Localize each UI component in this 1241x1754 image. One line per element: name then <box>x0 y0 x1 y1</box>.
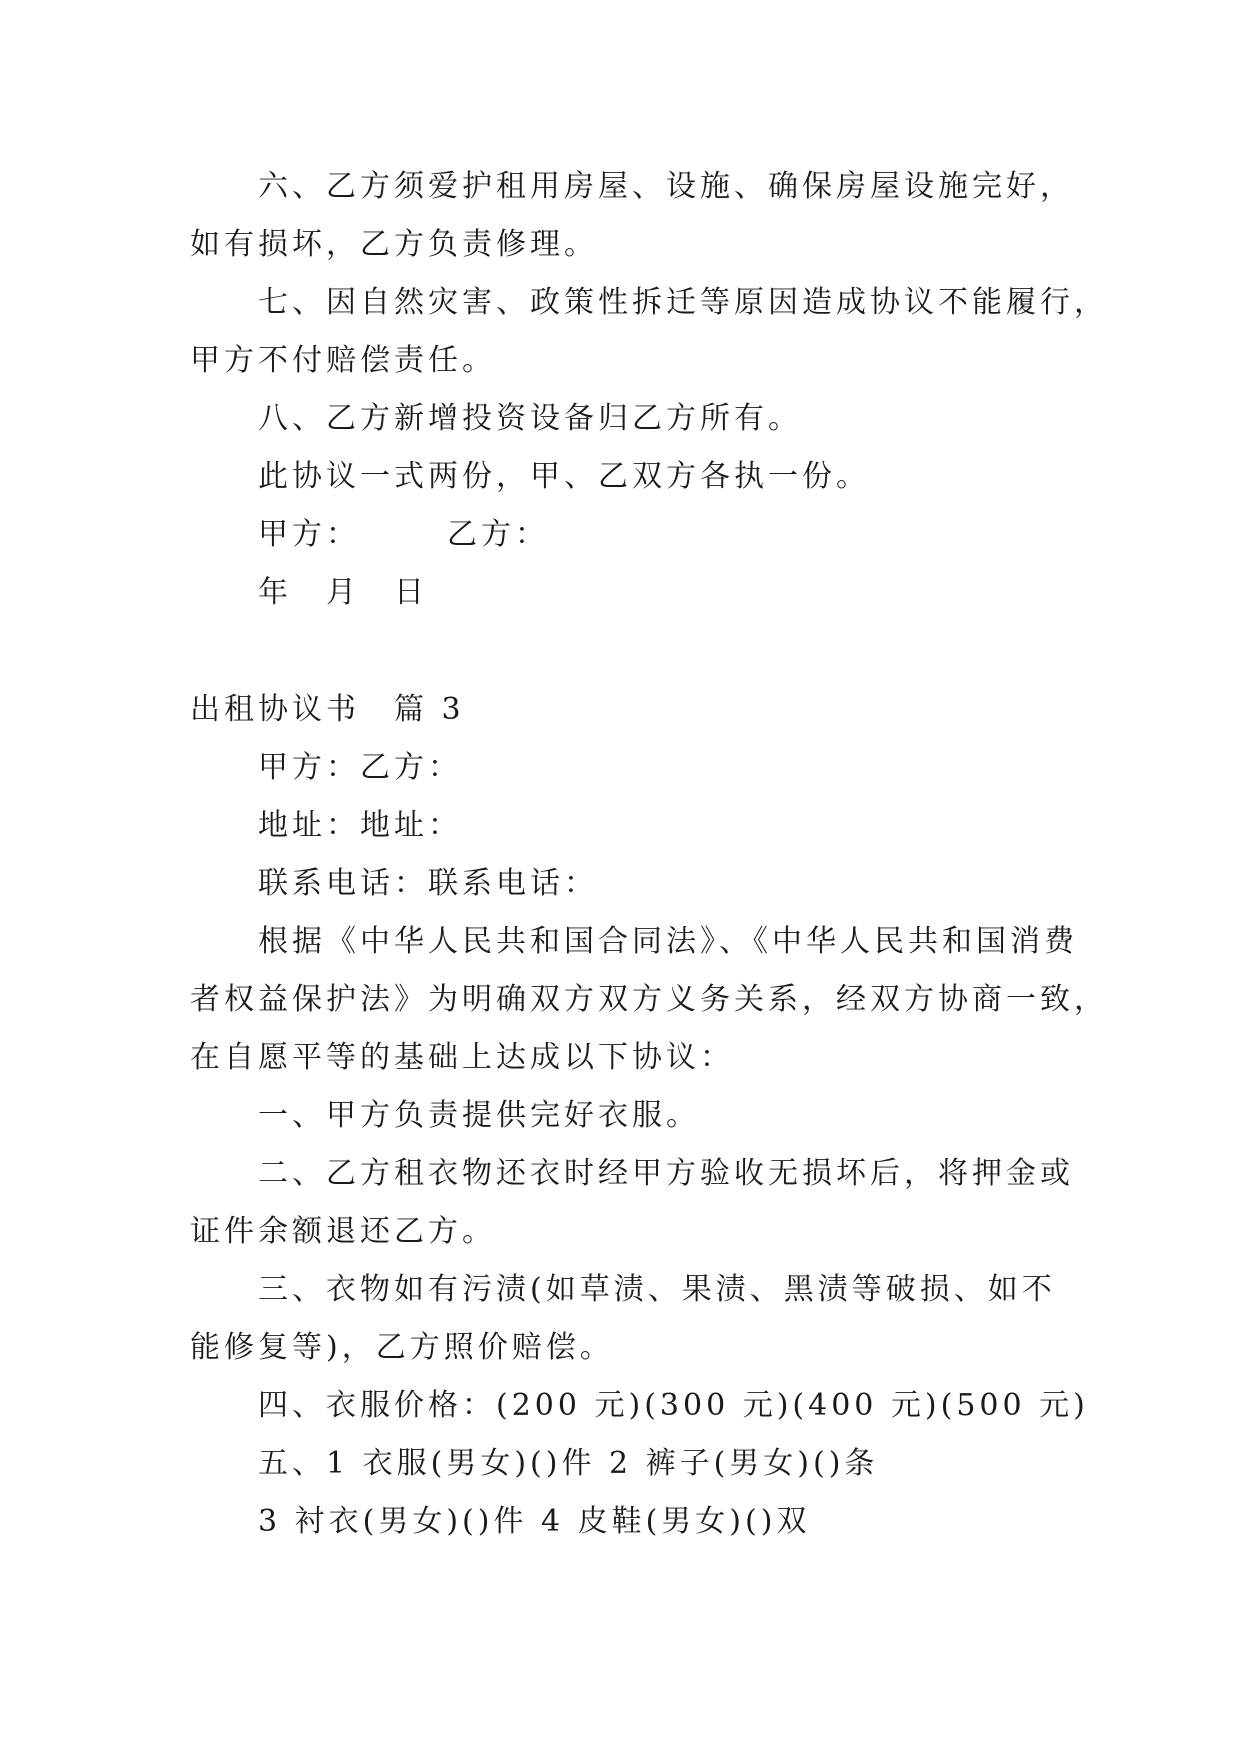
clause-7-line-2: 甲方不付赔偿责任。 <box>190 343 496 378</box>
preamble-line-3: 在自愿平等的基础上达成以下协议： <box>190 1040 734 1075</box>
party-names: 甲方：乙方： <box>258 750 462 785</box>
section-title: 出租协议书 篇 3 <box>190 692 465 727</box>
signature-parties: 甲方： 乙方： <box>258 517 549 552</box>
party-addresses: 地址：地址： <box>258 808 462 843</box>
clause-6-line-2: 如有损坏，乙方负责修理。 <box>190 227 598 262</box>
clause-4-prices: 四、衣服价格：(200 元)(300 元)(400 元)(500 元) <box>258 1388 1089 1423</box>
clause-5-items-2: 3 衬衣(男女)()件 4 皮鞋(男女)()双 <box>258 1504 811 1539</box>
signature-date: 年 月 日 <box>258 575 428 610</box>
clause-3-line-1: 三、衣物如有污渍(如草渍、果渍、黑渍等破损、如不 <box>258 1272 1056 1307</box>
party-phones: 联系电话：联系电话： <box>258 866 598 901</box>
clause-3-line-2: 能修复等)，乙方照价赔偿。 <box>190 1330 614 1365</box>
clause-1: 一、甲方负责提供完好衣服。 <box>258 1098 700 1133</box>
clause-2-line-2: 证件余额退还乙方。 <box>190 1214 496 1249</box>
clause-5-items-1: 五、1 衣服(男女)()件 2 裤子(男女)()条 <box>258 1446 879 1481</box>
clause-7-line-1: 七、因自然灾害、政策性拆迁等原因造成协议不能履行， <box>258 285 1108 320</box>
clause-2-line-1: 二、乙方租衣物还衣时经甲方验收无损坏后，将押金或 <box>258 1156 1074 1191</box>
copies-statement: 此协议一式两份，甲、乙双方各执一份。 <box>258 459 870 494</box>
preamble-line-2: 者权益保护法》为明确双方双方义务关系，经双方协商一致， <box>190 982 1108 1017</box>
preamble-line-1: 根据《中华人民共和国合同法》、《中华人民共和国消费 <box>258 924 1078 959</box>
clause-8: 八、乙方新增投资设备归乙方所有。 <box>258 401 802 436</box>
clause-6-line-1: 六、乙方须爱护租用房屋、设施、确保房屋设施完好， <box>258 169 1074 204</box>
